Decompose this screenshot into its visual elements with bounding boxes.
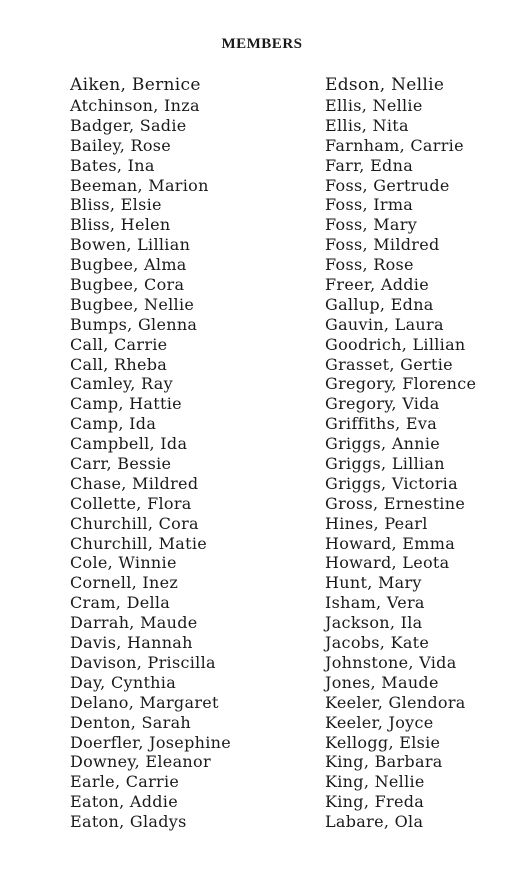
member-name: Carr, Bessie: [70, 454, 172, 474]
member-name: Howard, Leota: [325, 553, 450, 573]
member-name: Collette, Flora: [70, 493, 192, 513]
member-name: Bliss, Helen: [70, 215, 171, 235]
member-name: Griggs, Lillian: [325, 454, 445, 474]
member-name: Farnham, Carrie: [325, 135, 464, 155]
member-name: Bugbee, Alma: [70, 255, 187, 275]
member-name: Foss, Gertrude: [325, 175, 450, 195]
member-name: Goodrich, Lillian: [325, 334, 466, 354]
member-name: Eaton, Addie: [70, 792, 178, 812]
member-name: Jacobs, Kate: [325, 633, 430, 653]
member-name: Bowen, Lillian: [70, 235, 191, 255]
member-name: Camp, Hattie: [70, 394, 182, 414]
member-name: Foss, Rose: [325, 255, 414, 275]
member-name: Camley, Ray: [70, 374, 173, 394]
member-name: Doerfler, Josephine: [70, 732, 232, 752]
member-name: Kellogg, Elsie: [325, 732, 441, 752]
member-name: Beeman, Marion: [70, 175, 209, 195]
member-name: King, Barbara: [325, 752, 443, 772]
member-name: Johnstone, Vida: [325, 652, 457, 672]
member-name: King, Freda: [325, 792, 425, 812]
member-name: Eaton, Gladys: [70, 812, 187, 832]
member-name: Delano, Margaret: [70, 692, 219, 712]
member-name: Freer, Addie: [325, 275, 429, 295]
members-list-left: [70, 74, 231, 832]
member-name: Denton, Sarah: [70, 712, 192, 732]
member-name: Call, Rheba: [70, 354, 168, 374]
member-name: Bugbee, Cora: [70, 275, 185, 295]
page-heading: MEMBERS: [221, 36, 303, 52]
member-name: Hines, Pearl: [325, 513, 428, 533]
member-name: Churchill, Matie: [70, 533, 208, 553]
member-name: Gallup, Edna: [325, 294, 434, 314]
member-name: Gregory, Florence: [325, 374, 477, 394]
member-name: Labare, Ola: [325, 812, 424, 832]
members-list-right: [325, 74, 476, 832]
member-name: Campbell, Ida: [70, 434, 188, 454]
member-name: Foss, Irma: [325, 195, 414, 215]
member-name: Davison, Priscilla: [70, 652, 216, 672]
member-name: Bugbee, Nellie: [70, 294, 195, 314]
member-name: Jackson, Ila: [325, 613, 423, 633]
member-name: Camp, Ida: [70, 414, 157, 434]
member-name: Cornell, Inez: [70, 573, 179, 593]
member-name: Bailey, Rose: [70, 135, 172, 155]
member-name: Jones, Maude: [325, 672, 439, 692]
member-name: Downey, Eleanor: [70, 752, 211, 772]
member-name: Badger, Sadie: [70, 115, 187, 135]
member-name: Farr, Edna: [325, 155, 414, 175]
member-name: Gauvin, Laura: [325, 314, 444, 334]
member-name: Griggs, Annie: [325, 434, 441, 454]
member-name: Foss, Mary: [325, 215, 418, 235]
member-name: Aiken, Bernice: [70, 75, 201, 95]
member-name: Foss, Mildred: [325, 235, 440, 255]
member-name: Earle, Carrie: [70, 772, 180, 792]
member-name: Griffiths, Eva: [325, 414, 438, 434]
member-name: Howard, Emma: [325, 533, 456, 553]
member-name: Cram, Della: [70, 593, 171, 613]
member-name: Hunt, Mary: [325, 573, 422, 593]
member-name: Bumps, Glenna: [70, 314, 198, 334]
member-name: Darrah, Maude: [70, 613, 198, 633]
member-name: Gross, Ernestine: [325, 493, 466, 513]
member-name: Bates, Ina: [70, 155, 155, 175]
member-name: Ellis, Nita: [325, 115, 409, 135]
member-name: Day, Cynthia: [70, 672, 177, 692]
member-name: Bliss, Elsie: [70, 195, 162, 215]
member-name: Chase, Mildred: [70, 473, 199, 493]
member-name: Cole, Winnie: [70, 553, 177, 573]
member-name: Isham, Vera: [325, 593, 425, 613]
member-name: King, Nellie: [325, 772, 425, 792]
member-name: Griggs, Victoria: [325, 473, 458, 493]
member-name: Keeler, Glendora: [325, 692, 466, 712]
member-name: Churchill, Cora: [70, 513, 199, 533]
member-name: Ellis, Nellie: [325, 96, 423, 115]
member-name: Atchinson, Inza: [70, 96, 200, 115]
member-name: Call, Carrie: [70, 334, 168, 354]
member-name: Grasset, Gertie: [325, 354, 453, 374]
member-name: Edson, Nellie: [325, 75, 445, 95]
member-name: Keeler, Joyce: [325, 712, 434, 732]
member-name: Gregory, Vida: [325, 394, 440, 414]
member-name: Davis, Hannah: [70, 633, 193, 653]
